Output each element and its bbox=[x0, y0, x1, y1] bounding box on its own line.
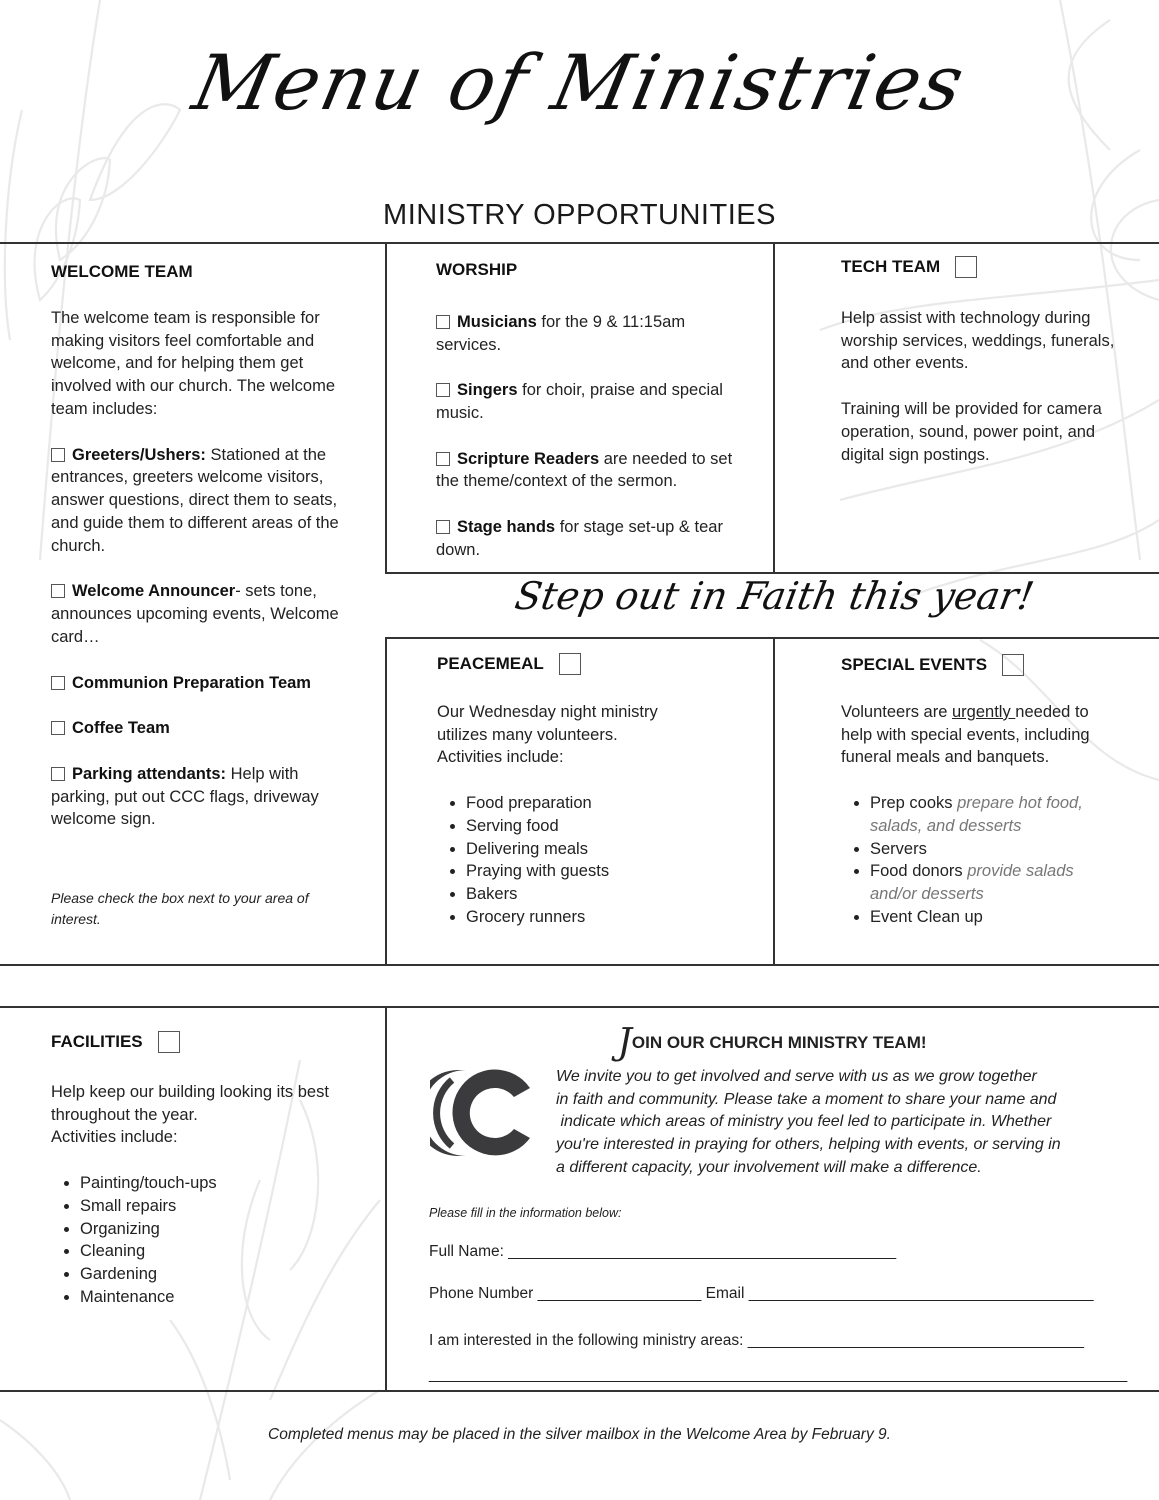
welcome-item-communion: Communion Preparation Team bbox=[51, 672, 356, 695]
list-item: • Serving food bbox=[466, 815, 747, 838]
special-events-header bbox=[841, 654, 1133, 677]
welcome-item-coffee: Coffee Team bbox=[51, 717, 356, 740]
interest-field-line-2[interactable]: _________________________________________________________________________________ bbox=[429, 1366, 1128, 1383]
parking-checkbox[interactable] bbox=[51, 767, 65, 781]
phone-field[interactable]: ___________________ bbox=[537, 1285, 702, 1302]
list-item: • Servers bbox=[870, 838, 1133, 861]
list-item: • Cleaning bbox=[80, 1240, 361, 1263]
welcome-item-announcer: Welcome Announcer- sets tone, announces upcoming events, Welcome card… bbox=[51, 582, 339, 646]
facilities-checkbox[interactable] bbox=[158, 1031, 180, 1053]
tech-team-para2: Training will be provided for camera operation, sound, power point, and digital sign postings. bbox=[841, 399, 1102, 464]
peacemeal-intro-1: Our Wednesday night ministry bbox=[437, 702, 658, 721]
list-item: • Organizing bbox=[80, 1218, 361, 1241]
list-item: • Prep cooks prepare hot food, salads, and desserts bbox=[870, 792, 1133, 838]
special-events-title: SPECIAL EVENTS bbox=[841, 655, 988, 674]
special-events-section bbox=[841, 654, 1133, 929]
welcome-team-section bbox=[51, 261, 356, 831]
greeters-checkbox[interactable] bbox=[51, 448, 65, 462]
page-title: Menu of Ministries bbox=[185, 38, 974, 127]
divider bbox=[385, 637, 387, 965]
section-title: MINISTRY OPPORTUNITIES bbox=[383, 199, 776, 231]
tech-team-para1: Help assist with technology during worship services, weddings, funerals, and other events. bbox=[841, 308, 1115, 373]
email-field[interactable]: ________________________________________ bbox=[748, 1285, 1094, 1302]
peacemeal-activities bbox=[437, 792, 747, 929]
slogan: Step out in Faith this year! bbox=[511, 574, 1038, 618]
tech-team-section bbox=[841, 256, 1131, 466]
announcer-checkbox[interactable] bbox=[51, 584, 65, 598]
worship-section bbox=[436, 259, 746, 562]
facilities-title: FACILITIES bbox=[51, 1032, 143, 1051]
phone-email-row bbox=[429, 1285, 1094, 1303]
divider bbox=[0, 242, 1159, 244]
email-label: Email bbox=[701, 1285, 749, 1302]
phone-label: Phone Number bbox=[429, 1285, 538, 1302]
worship-item-singers: Singers for choir, praise and special music. bbox=[436, 381, 723, 422]
coffee-checkbox[interactable] bbox=[51, 721, 65, 735]
special-events-list bbox=[841, 792, 1133, 929]
facilities-intro-2: throughout the year. bbox=[51, 1105, 198, 1124]
join-title: JOIN OUR CHURCH MINISTRY TEAM! bbox=[617, 1022, 927, 1063]
welcome-item-greeters: Greeters/Ushers: Stationed at the entrances, greeters welcome visitors, answer questions, direct them to seats, and guide them to different areas of the church. bbox=[51, 445, 339, 555]
worship-title: WORSHIP bbox=[436, 260, 518, 279]
footer-note: Completed menus may be placed in the silver mailbox in the Welcome Area by February 9. bbox=[268, 1426, 891, 1443]
invite-text: We invite you to get involved and serve with us as we grow together in faith and community. Please take a moment to share your name and indicate which areas of ministry you feel led to participate in. Whether you're interested in praying for others, helping with events, or serving in a different capacity, your involvement will make a difference. bbox=[556, 1068, 1061, 1176]
scripture-readers-checkbox[interactable] bbox=[436, 452, 450, 466]
list-item: • Bakers bbox=[466, 883, 747, 906]
divider bbox=[385, 1006, 387, 1392]
welcome-team-title: WELCOME TEAM bbox=[51, 262, 193, 281]
peacemeal-section bbox=[437, 653, 747, 929]
form-note: Please fill in the information below: bbox=[429, 1206, 622, 1220]
singers-checkbox[interactable] bbox=[436, 383, 450, 397]
divider bbox=[0, 1006, 1159, 1008]
list-item: • Gardening bbox=[80, 1263, 361, 1286]
facilities-intro-3: Activities include: bbox=[51, 1128, 178, 1147]
divider bbox=[773, 637, 775, 965]
divider bbox=[0, 1390, 1159, 1392]
divider bbox=[773, 242, 775, 574]
worship-item-scripture: Scripture Readers are needed to set the theme/context of the sermon. bbox=[436, 449, 733, 491]
peacemeal-intro-2: utilizes many volunteers. bbox=[437, 725, 618, 744]
list-item: • Painting/touch-ups bbox=[80, 1172, 361, 1195]
full-name-field[interactable]: Full Name: _____________________________________________ bbox=[429, 1243, 897, 1260]
special-events-checkbox[interactable] bbox=[1002, 654, 1024, 676]
list-item: • Food donors provide salads and/or desserts bbox=[870, 860, 1120, 906]
list-item: • Event Clean up bbox=[870, 906, 1133, 929]
church-logo-icon bbox=[430, 1068, 535, 1158]
peacemeal-checkbox[interactable] bbox=[559, 653, 581, 675]
list-item: • Maintenance bbox=[80, 1286, 361, 1309]
welcome-team-intro: The welcome team is responsible for making visitors feel comfortable and welcome, and for helping them get involved with our church. The welcome team includes: bbox=[51, 308, 335, 418]
musicians-checkbox[interactable] bbox=[436, 315, 450, 329]
list-item: • Praying with guests bbox=[466, 860, 747, 883]
peacemeal-title: PEACEMEAL bbox=[437, 654, 544, 673]
communion-checkbox[interactable] bbox=[51, 676, 65, 690]
welcome-item-parking: Parking attendants: Help with parking, put out CCC flags, driveway welcome sign. bbox=[51, 764, 319, 829]
tech-team-checkbox[interactable] bbox=[955, 256, 977, 278]
worship-item-musicians: Musicians for the 9 & 11:15am services. bbox=[436, 312, 686, 354]
tech-team-title: TECH TEAM bbox=[841, 257, 941, 276]
facilities-header bbox=[51, 1031, 361, 1054]
peacemeal-intro-3: Activities include: bbox=[437, 748, 564, 767]
facilities-activities bbox=[51, 1172, 361, 1309]
list-item: • Delivering meals bbox=[466, 838, 747, 861]
facilities-intro-1: Help keep our building looking its best bbox=[51, 1082, 329, 1101]
stage-hands-checkbox[interactable] bbox=[436, 520, 450, 534]
list-item: • Grocery runners bbox=[466, 906, 747, 929]
peacemeal-header bbox=[437, 653, 747, 676]
tech-team-header bbox=[841, 256, 1131, 279]
list-item: • Small repairs bbox=[80, 1195, 361, 1218]
divider bbox=[385, 242, 387, 574]
worship-item-stage: Stage hands for stage set-up & tear down. bbox=[436, 517, 723, 559]
divider bbox=[385, 637, 1159, 639]
divider bbox=[0, 964, 1159, 966]
facilities-section bbox=[51, 1031, 361, 1309]
interest-field[interactable]: I am interested in the following ministry areas: _______________________________________ bbox=[429, 1332, 1084, 1349]
list-item: • Food preparation bbox=[466, 792, 747, 815]
special-events-intro: Volunteers are urgently needed to help with special events, including funeral meals and banquets. bbox=[841, 702, 1090, 767]
check-box-note: Please check the box next to your area of interest. bbox=[51, 890, 309, 927]
